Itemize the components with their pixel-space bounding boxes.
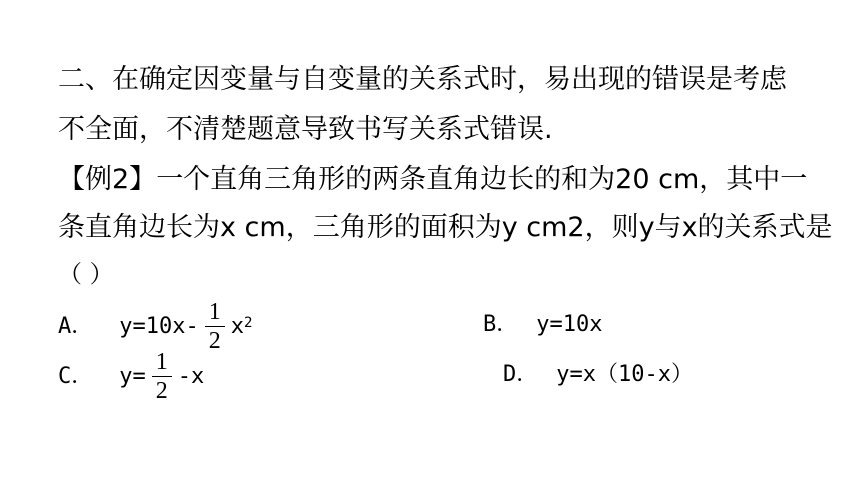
fraction-bar — [152, 376, 172, 377]
option-b-letter: B． — [483, 312, 519, 337]
example-line-1 — [58, 162, 807, 198]
option-a-suffix: x — [230, 313, 244, 339]
example-tag: 【例2】 — [58, 164, 157, 195]
option-c-fraction — [152, 350, 172, 403]
option-a-numerator: 1 — [208, 299, 221, 325]
option-c — [58, 350, 204, 403]
option-a — [58, 300, 252, 353]
example-text-1: 一个直角三角形的两条直角边长的和为20 cm，其中一 — [156, 164, 808, 195]
option-c-letter: C． — [58, 363, 94, 389]
paragraph-line-2: 不全面，不清楚题意导致书写关系式错误. — [58, 114, 553, 145]
option-c-numerator: 1 — [155, 349, 168, 375]
option-a-denominator: 2 — [208, 328, 221, 354]
option-c-denominator: 2 — [155, 378, 168, 404]
option-a-letter: A． — [58, 313, 94, 339]
answer-blank: （ ） — [58, 260, 114, 288]
option-a-prefix: y=10x- — [119, 313, 199, 339]
option-d-letter: D． — [503, 362, 539, 387]
option-b — [483, 310, 602, 340]
option-d — [503, 360, 693, 390]
option-c-suffix: -x — [177, 363, 205, 389]
option-a-superscript: 2 — [243, 314, 253, 331]
option-d-text: y=x（10-x） — [556, 362, 693, 387]
option-a-fraction — [205, 300, 225, 353]
option-c-prefix: y= — [119, 363, 146, 389]
option-b-text: y=10x — [536, 312, 603, 337]
paragraph-line-1: 二、在确定因变量与自变量的关系式时，易出现的错误是考虑 — [58, 64, 787, 95]
fraction-bar — [205, 326, 225, 327]
example-line-2: 条直角边长为x cm，三角形的面积为y cm2，则y与x的关系式是 — [58, 212, 833, 243]
